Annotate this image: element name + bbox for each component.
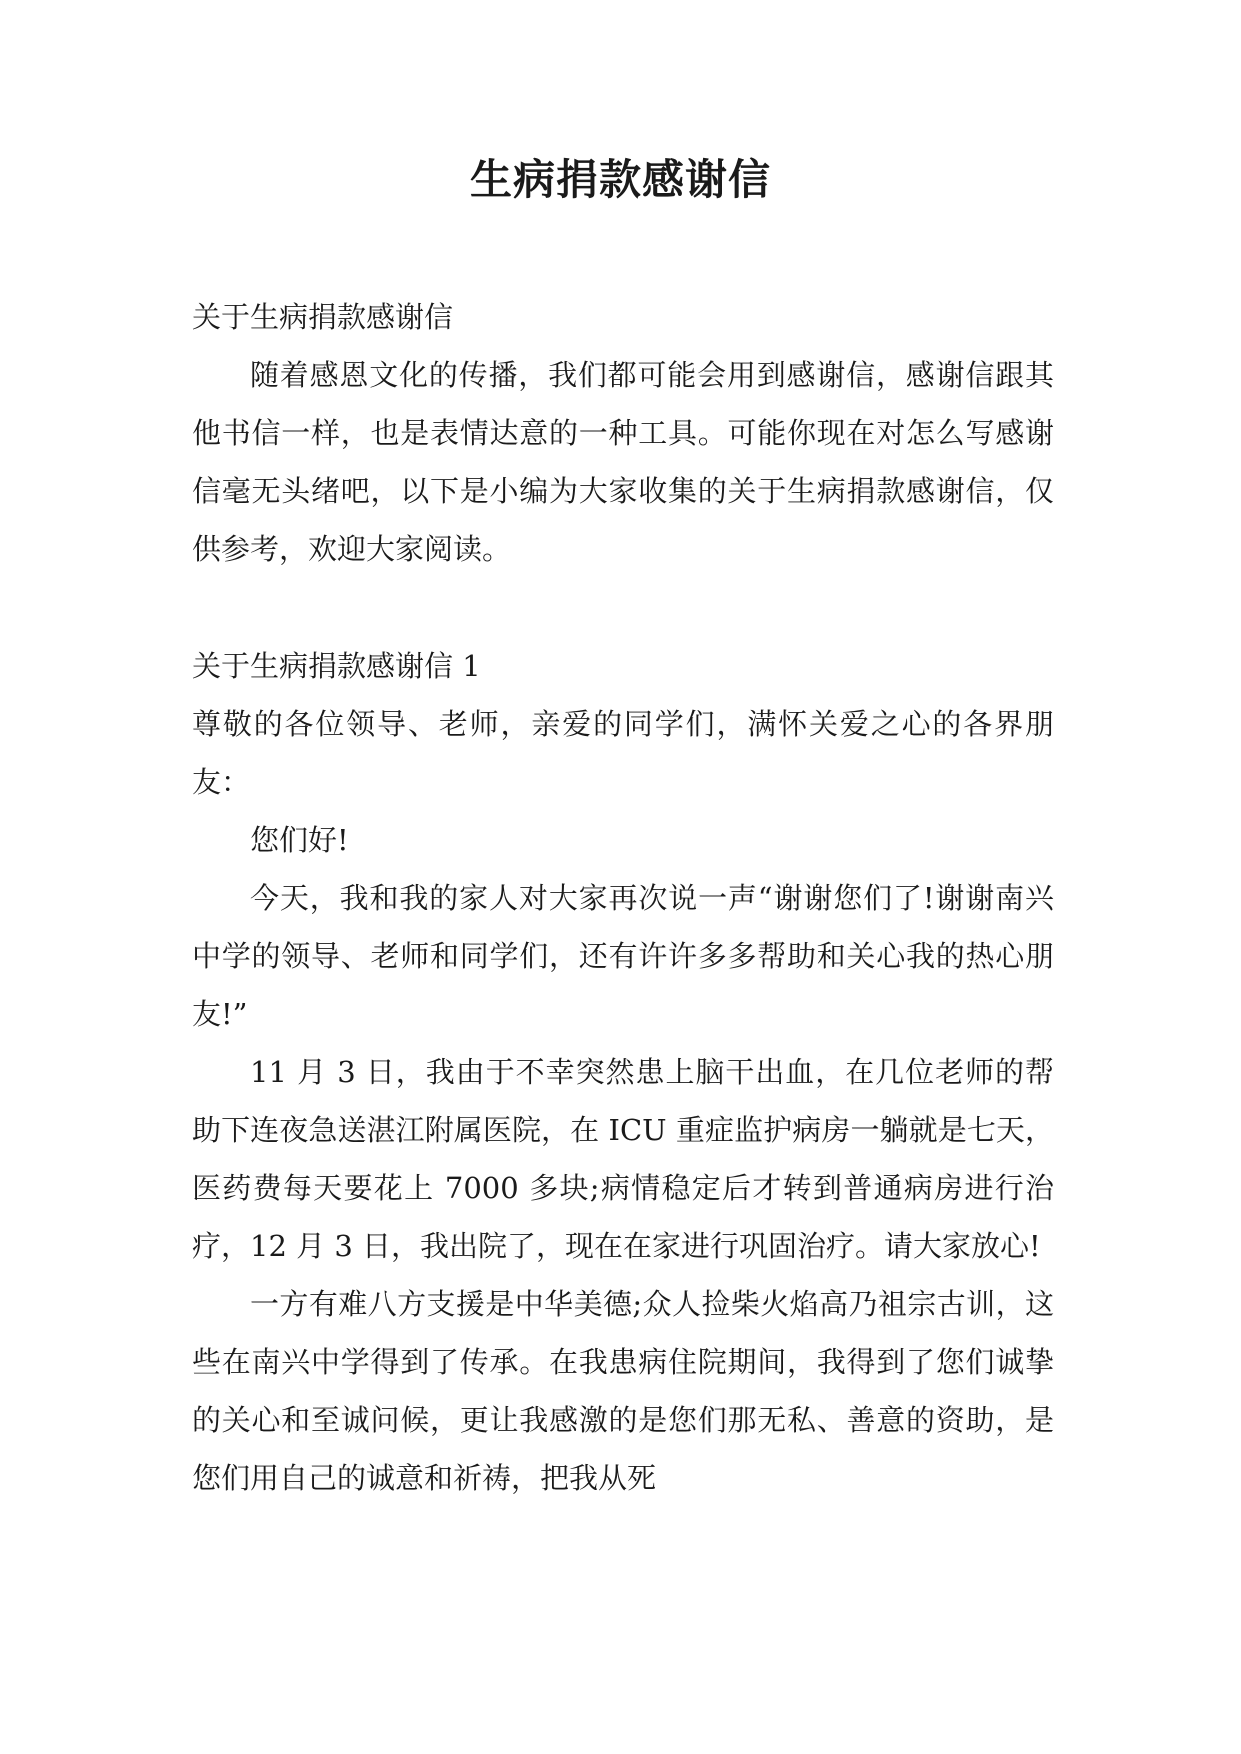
intro-heading: 关于生病捐款感谢信 [192, 300, 454, 334]
document-title: 生病捐款感谢信 [469, 155, 771, 204]
letter-greeting: 您们好! [250, 823, 349, 857]
intro-paragraph: 随着感恩文化的传播，我们都可能会用到感谢信，感谢信跟其他书信一样，也是表情达意的一种工具。可能你现在对怎么写感谢信毫无头绪吧，以下是小编为大家收集的关于生病捐款感谢信，仅供参考，欢迎大家阅读。 [192, 358, 1054, 566]
letter-paragraph-1: 今天，我和我的家人对大家再次说一声“谢谢您们了!谢谢南兴中学的领导、老师和同学们，还有许许多多帮助和关心我的热心朋友!” [192, 881, 1054, 1031]
letter-heading: 关于生病捐款感谢信 1 [192, 649, 481, 683]
letter-paragraph-3: 一方有难八方支援是中华美德;众人捡柴火焰高乃祖宗古训，这些在南兴中学得到了传承。在我患病住院期间，我得到了您们诚挚的关心和至诚问候，更让我感激的是您们那无私、善意的资助，是您们用自己的诚意和祈祷，把我从死 [192, 1287, 1054, 1495]
letter-section [192, 637, 1054, 1507]
letter-paragraph-2: 11 月 3 日，我由于不幸突然患上脑干出血，在几位老师的帮助下连夜急送湛江附属医院，在 ICU 重症监护病房一躺就是七天，医药费每天要花上 7000 多块;病情稳定后才转到普通病房进行治疗，12 月 3 日，我出院了，现在在家进行巩固治疗。请大家放心! [192, 1055, 1054, 1263]
intro-section [192, 288, 1054, 578]
letter-salutation: 尊敬的各位领导、老师，亲爱的同学们，满怀关爱之心的各界朋友： [192, 707, 1054, 799]
